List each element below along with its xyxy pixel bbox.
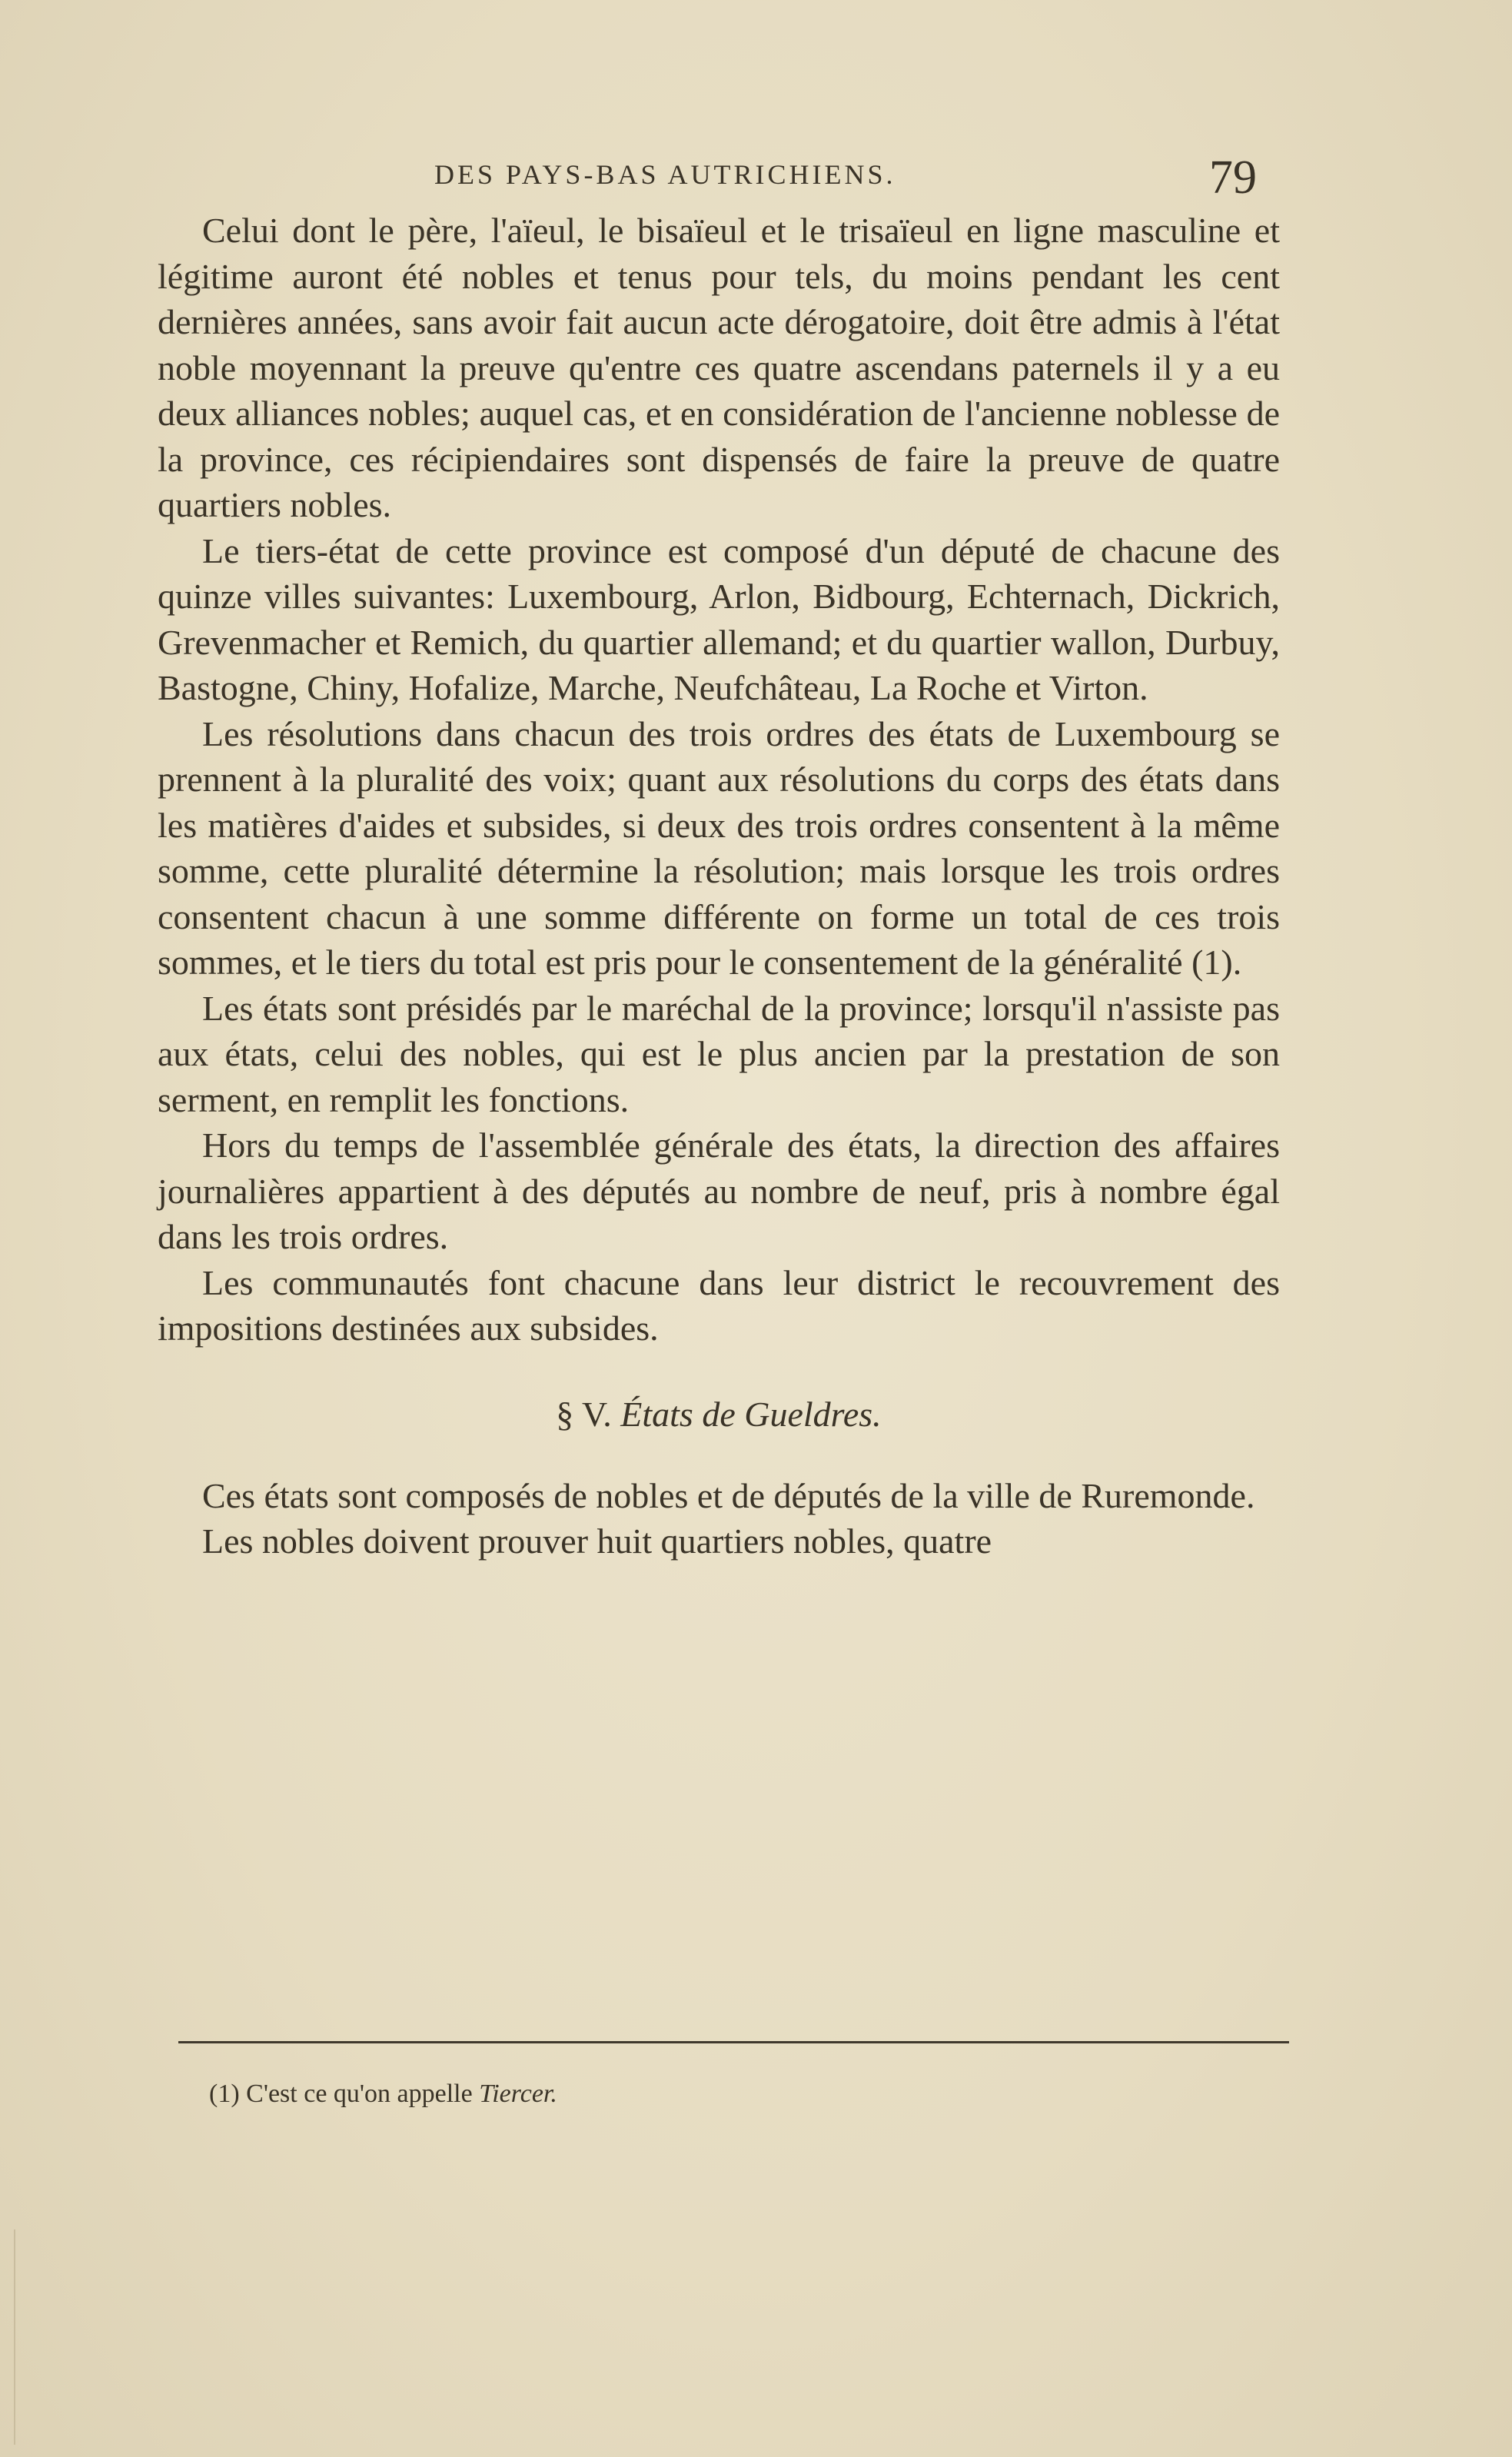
running-head-title: DES PAYS-BAS AUTRICHIENS.: [434, 159, 896, 190]
section-heading: [158, 1391, 1280, 1438]
section-paragraph-2: Les nobles doivent prouver huit quartiers nobles, quatre: [202, 1521, 992, 1561]
footnote: [209, 2077, 557, 2111]
page-edge-shadow: [14, 2229, 15, 2445]
footnote-marker: (1): [209, 2080, 240, 2108]
footnote-rule: [178, 2041, 1289, 2043]
footnote-term: Tiercer.: [479, 2080, 557, 2108]
running-head: [158, 151, 1280, 208]
footnote-text: C'est ce qu'on appelle: [246, 2080, 473, 2108]
paragraph-3: Les résolutions dans chacun des trois ordres des états de Luxembourg se prennent à la pluralité des voix; quant aux résolutions du corps des états dans les matières d'aides et subsides, si deux des trois ordres consentent à la même somme, cette pluralité détermine la résolution; mais lorsque les trois ordres consentent chacun à une somme différente on forme un total de ces trois sommes, et le tiers du total est pris pour le consentement de la généralité (1).: [158, 713, 1280, 982]
paragraph-5: Hors du temps de l'assemblée générale des états, la direction des affaires journalières appartient à des députés au nombre de neuf, pris à nombre égal dans les trois ordres.: [158, 1125, 1280, 1256]
text-column: [158, 151, 1280, 1564]
paragraph-6: Les communautés font chacune dans leur district le recouvrement des impositions destinées aux subsides.: [158, 1262, 1280, 1348]
page-number: 79: [1209, 151, 1257, 204]
paragraph-2: Le tiers-état de cette province est composé d'un député de chacune des quinze villes suivantes: Luxembourg, Arlon, Bidbourg, Echternach, Dickrich, Grevenmacher et Remich, du quartier allemand; et du quartier wallon, Durbuy, Bastogne, Chiny, Hofalize, Marche, Neufchâteau, La Roche et Virton.: [158, 530, 1280, 707]
paragraph-1: Celui dont le père, l'aïeul, le bisaïeul et le trisaïeul en ligne masculine et légitime auront été nobles et tenus pour tels, du moins pendant les cent dernières années, sans avoir fait aucun acte dérogatoire, doit être admis à l'état noble moyennant la preuve qu'entre ces quatre ascendans paternels il y a eu deux alliances nobles; auquel cas, et en considération de l'ancienne noblesse de la province, ces récipiendaires sont dispensés de faire la preuve de quatre quartiers nobles.: [158, 211, 1280, 524]
section-number: § V.: [556, 1394, 612, 1434]
section-title: États de Gueldres.: [620, 1394, 882, 1434]
section-paragraph-1: Ces états sont composés de nobles et de députés de la ville de Ruremonde.: [202, 1475, 1255, 1515]
paragraph-4: Les états sont présidés par le maréchal de la province; lorsqu'il n'assiste pas aux états, celui des nobles, qui est le plus ancien par la prestation de son serment, en remplit les fonctions.: [158, 988, 1280, 1119]
